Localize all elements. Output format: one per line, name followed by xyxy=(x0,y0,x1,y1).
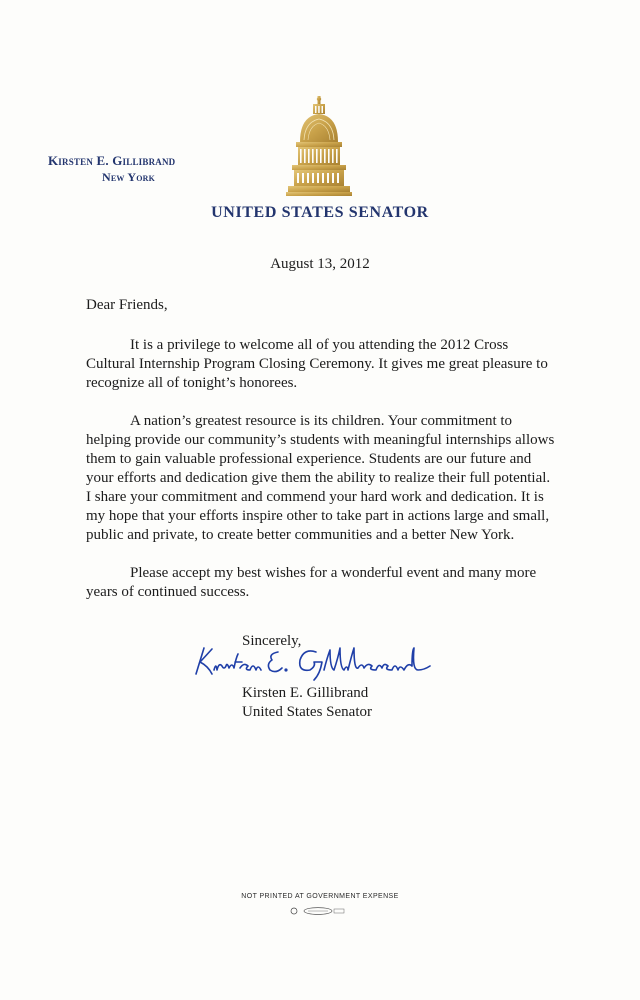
signer-name: Kirsten E. Gillibrand xyxy=(242,685,369,701)
letter-date: August 13, 2012 xyxy=(270,256,370,272)
letterhead-title: UNITED STATES SENATOR xyxy=(211,204,429,221)
signature-block xyxy=(242,684,372,722)
union-label-icon xyxy=(290,906,346,916)
letter-paragraph-2: A nation’s greatest resource is its children. Your commitment to helping provide our community’s students with meaningful internships allows them to gain valuable professional experience. Students are our future and your efforts and dedication give them the ability to realize their full potential. I share your commitment and commend your hard work and dedication. It is my hope that your efforts inspire other to take part in actions large and small, public and private, to create better communities and a better New York. xyxy=(86,413,555,543)
letter-greeting: Dear Friends, xyxy=(86,297,168,313)
letter-body xyxy=(86,296,556,621)
handwritten-signature xyxy=(186,640,456,686)
letterhead-senator-name xyxy=(48,152,238,186)
letterhead-name-text: Kirsten E. Gillibrand xyxy=(48,153,176,168)
letterhead-state: New York xyxy=(102,170,156,184)
printing-disclaimer: NOT PRINTED AT GOVERNMENT EXPENSE xyxy=(241,893,399,900)
letter-paragraph-1: It is a privilege to welcome all of you attending the 2012 Cross Cultural Internship Program Closing Ceremony. It gives me great pleasure to recognize all of tonight’s honorees. xyxy=(86,337,548,391)
letter-paragraph-3: Please accept my best wishes for a wonderful event and many more years of continued success. xyxy=(86,565,537,600)
capitol-dome-icon xyxy=(286,96,352,200)
signer-title: United States Senator xyxy=(242,704,372,720)
letter-closing: Sincerely, xyxy=(242,633,302,649)
